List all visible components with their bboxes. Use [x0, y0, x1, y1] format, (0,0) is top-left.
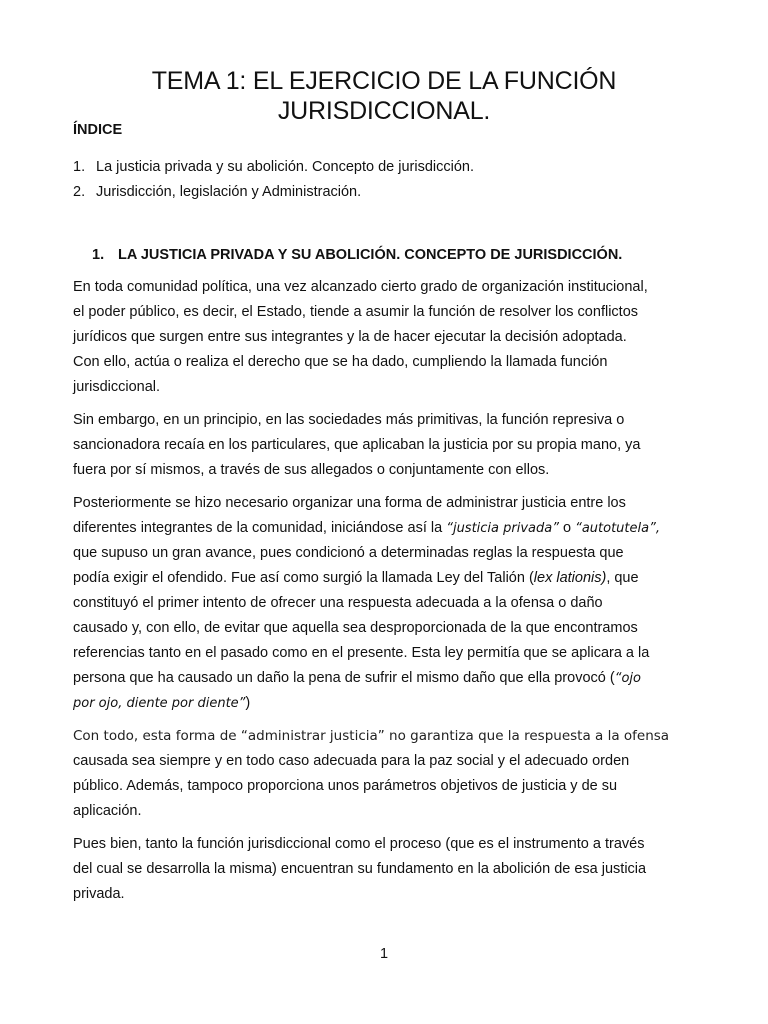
toc-item-text: La justicia privada y su abolición. Concepto de jurisdicción.: [96, 159, 475, 175]
paragraph-line: [73, 691, 703, 716]
paragraph-line: constituyó el primer intento de ofrecer una respuesta adecuada a la ofensa o daño: [73, 595, 603, 611]
text-run: , que: [606, 570, 639, 586]
paragraph-1: [73, 275, 703, 400]
paragraph-line: [73, 516, 703, 541]
text-run: podía exigir el ofendido. Fue así como surgió la llamada Ley del Talión (: [73, 570, 534, 586]
paragraph-line: causado y, con ello, de evitar que aquella sea desproporcionada de la que encontramos: [73, 620, 638, 636]
paragraph-line: sancionadora recaía en los particulares, que aplicaban la justicia por su propia mano, ya: [73, 437, 641, 453]
paragraph-line: [73, 566, 703, 591]
toc-item-number: 1.: [73, 159, 86, 175]
text-run: diferentes integrantes de la comunidad, iniciándose así la: [73, 520, 447, 536]
paragraph-line: el poder público, es decir, el Estado, tiende a asumir la función de resolver los conflictos: [73, 304, 639, 320]
paragraph-line: Con ello, actúa o realiza el derecho que se ha dado, cumpliendo la llamada función: [73, 354, 608, 370]
toc-item: [73, 180, 474, 205]
paragraph-line: jurisdiccional.: [73, 379, 161, 395]
title-line-1: TEMA 1: EL EJERCICIO DE LA FUNCIÓN: [151, 67, 617, 95]
table-of-contents: [73, 155, 474, 205]
paragraph-line: Posteriormente se hizo necesario organizar una forma de administrar justicia entre los: [73, 495, 626, 511]
text-run: ): [245, 695, 251, 711]
paragraph-line: [73, 666, 703, 691]
paragraph-line: Sin embargo, en un principio, en las sociedades más primitivas, la función represiva o: [73, 412, 625, 428]
section-heading-text: LA JUSTICIA PRIVADA Y SU ABOLICIÓN. CONCEPTO DE JURISDICCIÓN.: [118, 247, 623, 263]
paragraph-line: fuera por sí mismos, a través de sus allegados o conjuntamente con ellos.: [73, 462, 550, 478]
paragraph-line: En toda comunidad política, una vez alcanzado cierto grado de organización institucional,: [73, 279, 648, 295]
text-run: persona que ha causado un daño la pena de sufrir el mismo daño que ella provocó (: [73, 670, 615, 686]
italic-term-lex-lationis: lex lationis): [533, 570, 607, 586]
title-line-2: JURISDICCIONAL.: [277, 97, 491, 125]
toc-item-text: Jurisdicción, legislación y Administración.: [96, 184, 362, 200]
text-run: o: [558, 520, 576, 536]
paragraph-5: [73, 832, 703, 907]
paragraph-line: que supuso un gran avance, pues condicionó a determinadas reglas la respuesta que: [73, 545, 624, 561]
paragraph-line: aplicación.: [73, 803, 142, 819]
paragraph-line: Pues bien, tanto la función jurisdiccional como el proceso (que es el instrumento a través: [73, 836, 645, 852]
page-number: 1: [379, 946, 389, 962]
paragraph-line: del cual se desarrolla la misma) encuentran su fundamento en la abolición de esa justicia: [73, 861, 647, 877]
paragraph-line: jurídicos que surgen entre sus integrantes y la de hacer ejecutar la decisión adoptada.: [73, 329, 627, 345]
section-heading: [92, 247, 622, 263]
italic-term-justicia-privada: “justicia privada”: [446, 521, 559, 536]
paragraph-4: [73, 724, 703, 824]
toc-item: [73, 155, 474, 180]
document-title: [60, 66, 708, 126]
paragraph-line: referencias tanto en el pasado como en el presente. Esta ley permitía que se aplicara a la: [73, 645, 650, 661]
paragraph-2: [73, 408, 703, 483]
paragraph-line: privada.: [73, 886, 125, 902]
paragraph-line: Con todo, esta forma de “administrar justicia” no garantiza que la respuesta a la ofensa: [73, 728, 670, 744]
paragraph-3: [73, 491, 703, 716]
italic-quote-ojo: “ojo: [614, 671, 641, 686]
paragraph-line: público. Además, tampoco proporciona unos parámetros objetivos de justicia y de su: [73, 778, 618, 794]
paragraph-line: causada sea siempre y en todo caso adecuada para la paz social y el adecuado orden: [73, 753, 630, 769]
toc-item-number: 2.: [73, 184, 86, 200]
italic-term-autotutela: “autotutela”,: [575, 521, 660, 536]
section-number: 1.: [92, 247, 105, 263]
italic-quote-diente: por ojo, diente por diente”: [73, 696, 246, 711]
index-heading: ÍNDICE: [73, 122, 123, 138]
